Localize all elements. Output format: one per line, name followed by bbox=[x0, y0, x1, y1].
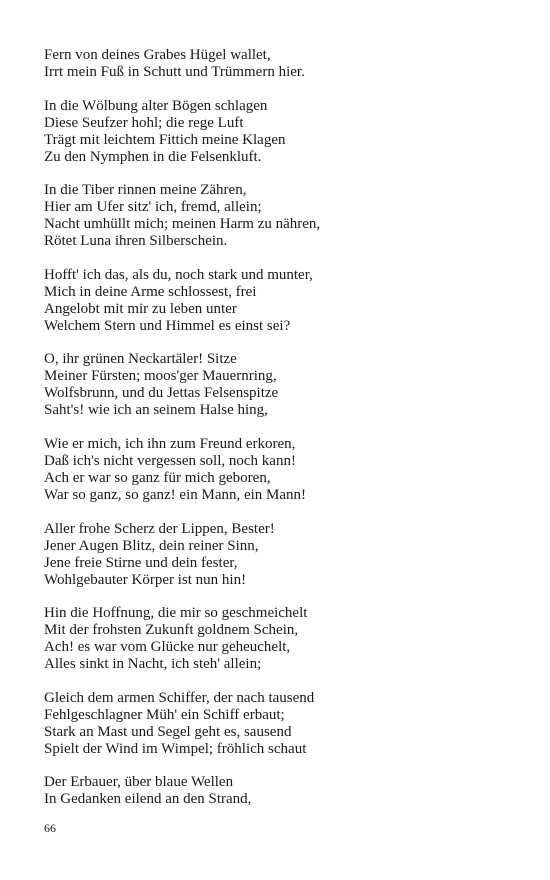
page-number: 66 bbox=[44, 821, 56, 835]
verse-line: Mit der frohsten Zukunft goldnem Schein, bbox=[44, 622, 299, 639]
verse-line: Fehlgeschlagner Müh' ein Schiff erbaut; bbox=[44, 706, 285, 723]
verse-line: Der Erbauer, über blaue Wellen bbox=[44, 774, 234, 791]
verse-line: Ach! es war vom Glücke nur geheuchelt, bbox=[44, 639, 291, 656]
verse-line: Jener Augen Blitz, dein reiner Sinn, bbox=[44, 537, 259, 554]
stanza bbox=[44, 98, 524, 166]
stanza bbox=[44, 774, 524, 808]
verse-line: In Gedanken eilend an den Strand, bbox=[44, 791, 252, 808]
poem-text bbox=[44, 47, 524, 825]
verse-line: War so ganz, so ganz! ein Mann, ein Mann! bbox=[44, 486, 307, 503]
stanza bbox=[44, 47, 524, 81]
verse-line: Saht's! wie ich an seinem Halse hing, bbox=[44, 402, 268, 419]
verse-line: Diese Seufzer hohl; die rege Luft bbox=[44, 114, 244, 131]
verse-line: In die Tiber rinnen meine Zähren, bbox=[44, 182, 247, 199]
verse-line: Wie er mich, ich ihn zum Freund erkoren, bbox=[44, 435, 296, 452]
verse-line: In die Wölbung alter Bögen schlagen bbox=[44, 97, 268, 114]
stanza bbox=[44, 605, 524, 673]
verse-line: Irrt mein Fuß in Schutt und Trümmern hier. bbox=[44, 64, 305, 80]
verse-line: Jene freie Stirne und dein fester, bbox=[44, 554, 238, 571]
verse-line: Spielt der Wind im Wimpel; fröhlich schaut bbox=[44, 740, 307, 757]
verse-line: Nacht umhüllt mich; meinen Harm zu nähren, bbox=[44, 216, 321, 233]
verse-line: Alles sinkt in Nacht, ich steh' allein; bbox=[44, 656, 262, 673]
verse-line: Hier am Ufer sitz' ich, fremd, allein; bbox=[44, 199, 262, 216]
stanza bbox=[44, 521, 524, 589]
verse-line: Wolfsbrunn, und du Jettas Felsenspitze bbox=[44, 385, 279, 402]
verse-line: Stark an Mast und Segel geht es, sausend bbox=[44, 723, 292, 740]
verse-line: Hin die Hoffnung, die mir so geschmeichelt bbox=[44, 605, 308, 622]
stanza bbox=[44, 690, 524, 758]
verse-line: Mich in deine Arme schlossest, frei bbox=[44, 283, 257, 300]
verse-line: Welchem Stern und Himmel es einst sei? bbox=[44, 317, 291, 334]
verse-line: O, ihr grünen Neckartäler! Sitze bbox=[44, 351, 237, 368]
verse-line: Angelobt mit mir zu leben unter bbox=[44, 300, 237, 317]
verse-line: Hofft' ich das, als du, noch stark und munter, bbox=[44, 266, 313, 283]
verse-line: Rötet Luna ihren Silberschein. bbox=[44, 233, 228, 250]
verse-line: Trägt mit leichtem Fittich meine Klagen bbox=[44, 131, 286, 148]
stanza bbox=[44, 351, 524, 419]
verse-line: Fern von deines Grabes Hügel wallet, bbox=[44, 47, 271, 63]
stanza bbox=[44, 267, 524, 335]
verse-line: Zu den Nymphen in die Felsenkluft. bbox=[44, 148, 262, 165]
verse-line: Ach er war so ganz für mich geboren, bbox=[44, 469, 271, 486]
verse-line: Gleich dem armen Schiffer, der nach tausend bbox=[44, 689, 315, 706]
verse-line: Meiner Fürsten; moos'ger Mauernring, bbox=[44, 368, 277, 385]
verse-line: Daß ich's nicht vergessen soll, noch kann! bbox=[44, 452, 296, 469]
stanza bbox=[44, 182, 524, 250]
stanza bbox=[44, 436, 524, 504]
verse-line: Aller frohe Scherz der Lippen, Bester! bbox=[44, 520, 275, 537]
verse-line: Wohlgebauter Körper ist nun hin! bbox=[44, 571, 247, 588]
